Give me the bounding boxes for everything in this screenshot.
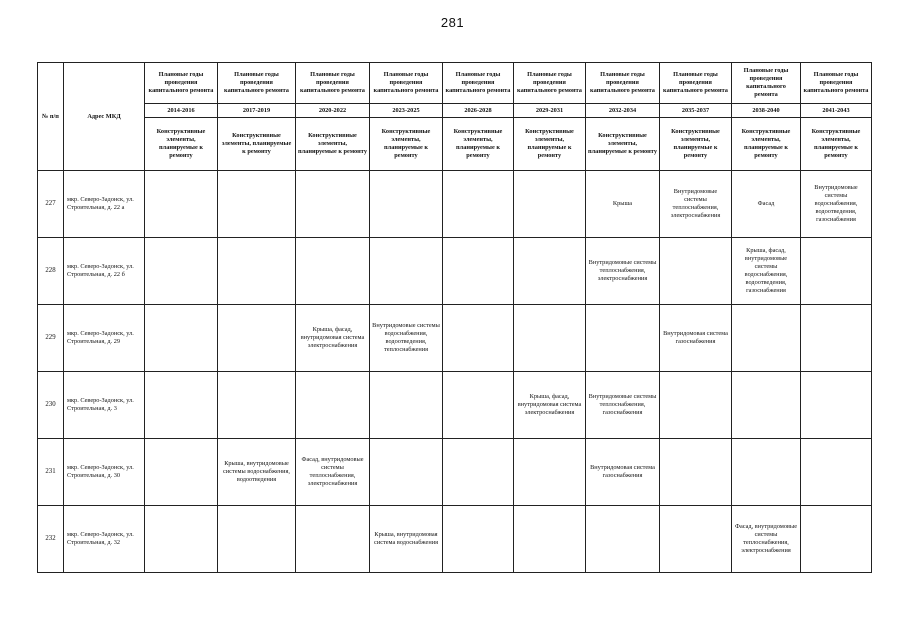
- repair-cell: Внутридомовые системы теплоснабжения, электроснабжения: [586, 238, 660, 305]
- repair-cell: [296, 171, 370, 238]
- repair-cell: Крыша: [586, 171, 660, 238]
- repair-cell: [801, 506, 872, 573]
- repair-cell: Внутридомовая система газоснабжения: [586, 439, 660, 506]
- elements-heading: Конструктивные элементы, планируемые к ремонту: [296, 118, 370, 171]
- row-address: мкр. Северо-Задонск, ул. Строительная, д. 30: [64, 439, 145, 506]
- repair-cell: [801, 439, 872, 506]
- period-heading: Плановые годы проведения капитального ремонта: [801, 63, 872, 104]
- repair-cell: [145, 372, 218, 439]
- period-heading: Плановые годы проведения капитального ремонта: [443, 63, 514, 104]
- period-heading: Плановые годы проведения капитального ремонта: [145, 63, 218, 104]
- row-address: мкр. Северо-Задонск, ул. Строительная, д. 32: [64, 506, 145, 573]
- row-number: 227: [38, 171, 64, 238]
- repair-cell: [586, 305, 660, 372]
- row-address: мкр. Северо-Задонск, ул. Строительная, д. 22 б: [64, 238, 145, 305]
- repair-cell: [218, 372, 296, 439]
- period-years: 2029-2031: [514, 104, 586, 118]
- repair-cell: [660, 238, 732, 305]
- repair-cell: Фасад: [732, 171, 801, 238]
- period-heading: Плановые годы проведения капитального ремонта: [660, 63, 732, 104]
- repair-cell: [660, 372, 732, 439]
- repair-cell: Внутридомовые системы теплоснабжения, газоснабжения: [586, 372, 660, 439]
- repair-cell: [296, 506, 370, 573]
- period-years: 2038-2040: [732, 104, 801, 118]
- repair-cell: [514, 171, 586, 238]
- row-address: мкр. Северо-Задонск, ул. Строительная, д. 29: [64, 305, 145, 372]
- repair-cell: Фасад, внутридомовые системы теплоснабжения, электроснабжения: [296, 439, 370, 506]
- table-row: [38, 506, 872, 573]
- repair-cell: [443, 305, 514, 372]
- repair-cell: [145, 506, 218, 573]
- repair-cell: [732, 305, 801, 372]
- repair-cell: [370, 372, 443, 439]
- capital-repair-table: [37, 62, 872, 573]
- repair-cell: [370, 171, 443, 238]
- period-heading: Плановые годы проведения капитального ремонта: [732, 63, 801, 104]
- row-address: мкр. Северо-Задонск, ул. Строительная, д. 22 а: [64, 171, 145, 238]
- repair-cell: [145, 171, 218, 238]
- repair-cell: [218, 305, 296, 372]
- repair-cell: [218, 171, 296, 238]
- period-years: 2032-2034: [586, 104, 660, 118]
- repair-cell: [514, 305, 586, 372]
- repair-cell: [660, 506, 732, 573]
- period-years: 2035-2037: [660, 104, 732, 118]
- repair-cell: [586, 506, 660, 573]
- period-years: 2017-2019: [218, 104, 296, 118]
- repair-cell: [296, 238, 370, 305]
- table-row: [38, 238, 872, 305]
- row-number: 228: [38, 238, 64, 305]
- row-number: 229: [38, 305, 64, 372]
- repair-cell: [296, 372, 370, 439]
- repair-cell: [443, 372, 514, 439]
- period-heading: Плановые годы проведения капитального ремонта: [370, 63, 443, 104]
- elements-heading: Конструктивные элементы, планируемые к ремонту: [218, 118, 296, 171]
- elements-heading: Конструктивные элементы, планируемые к ремонту: [145, 118, 218, 171]
- repair-cell: [443, 171, 514, 238]
- elements-heading: Конструктивные элементы, планируемые к ремонту: [370, 118, 443, 171]
- repair-cell: Фасад, внутридомовые системы теплоснабжения, электроснабжения: [732, 506, 801, 573]
- repair-cell: [370, 439, 443, 506]
- period-years: 2014-2016: [145, 104, 218, 118]
- repair-cell: [145, 439, 218, 506]
- repair-cell: [443, 439, 514, 506]
- repair-cell: [145, 305, 218, 372]
- elements-heading: Конструктивные элементы, планируемые к ремонту: [660, 118, 732, 171]
- period-years: 2041-2043: [801, 104, 872, 118]
- repair-cell: Внутридомовые системы водоснабжения, водоотведения, газоснабжения: [801, 171, 872, 238]
- elements-heading: Конструктивные элементы, планируемые к ремонту: [586, 118, 660, 171]
- repair-cell: [443, 506, 514, 573]
- repair-cell: [370, 238, 443, 305]
- row-number: 232: [38, 506, 64, 573]
- repair-cell: [218, 238, 296, 305]
- repair-cell: Внутридомовая система газоснабжения: [660, 305, 732, 372]
- period-heading: Плановые годы проведения капитального ремонта: [296, 63, 370, 104]
- repair-cell: Крыша, фасад, внутридомовая система электроснабжения: [296, 305, 370, 372]
- repair-cell: [660, 439, 732, 506]
- repair-cell: [514, 506, 586, 573]
- page-number: 281: [440, 15, 465, 30]
- period-heading: Плановые годы проведения капитального ремонта: [586, 63, 660, 104]
- column-header-number: № п/п: [38, 63, 64, 171]
- elements-heading: Конструктивные элементы, планируемые к ремонту: [732, 118, 801, 171]
- repair-cell: Внутридомовые системы водоснабжения, водоотведения, теплоснабжения: [370, 305, 443, 372]
- repair-cell: [801, 238, 872, 305]
- elements-heading: Конструктивные элементы, планируемые к ремонту: [443, 118, 514, 171]
- repair-cell: [443, 238, 514, 305]
- repair-cell: [801, 372, 872, 439]
- repair-cell: Крыша, внутридомовые системы водоснабжения, водоотведения: [218, 439, 296, 506]
- row-number: 230: [38, 372, 64, 439]
- repair-cell: Крыша, фасад, внутридомовые системы водоснабжения, водоотведения, газоснабжения: [732, 238, 801, 305]
- repair-cell: Крыша, фасад, внутридомовая система электроснабжения: [514, 372, 586, 439]
- elements-heading: Конструктивные элементы, планируемые к ремонту: [801, 118, 872, 171]
- table-row: [38, 171, 872, 238]
- repair-cell: Внутридомовые системы теплоснабжения, электроснабжения: [660, 171, 732, 238]
- period-years: 2023-2025: [370, 104, 443, 118]
- row-number: 231: [38, 439, 64, 506]
- repair-cell: [514, 238, 586, 305]
- table-row: [38, 372, 872, 439]
- repair-cell: [732, 439, 801, 506]
- repair-cell: [732, 372, 801, 439]
- period-heading: Плановые годы проведения капитального ремонта: [218, 63, 296, 104]
- table-row: [38, 305, 872, 372]
- elements-heading: Конструктивные элементы, планируемые к ремонту: [514, 118, 586, 171]
- column-header-address: Адрес МКД: [64, 63, 145, 171]
- repair-cell: Крыша, внутридомовая система водоснабжения: [370, 506, 443, 573]
- repair-cell: [218, 506, 296, 573]
- repair-cell: [801, 305, 872, 372]
- repair-cell: [514, 439, 586, 506]
- row-address: мкр. Северо-Задонск, ул. Строительная, д. 3: [64, 372, 145, 439]
- period-years: 2020-2022: [296, 104, 370, 118]
- table-row: [38, 439, 872, 506]
- period-years: 2026-2028: [443, 104, 514, 118]
- period-heading: Плановые годы проведения капитального ремонта: [514, 63, 586, 104]
- repair-cell: [145, 238, 218, 305]
